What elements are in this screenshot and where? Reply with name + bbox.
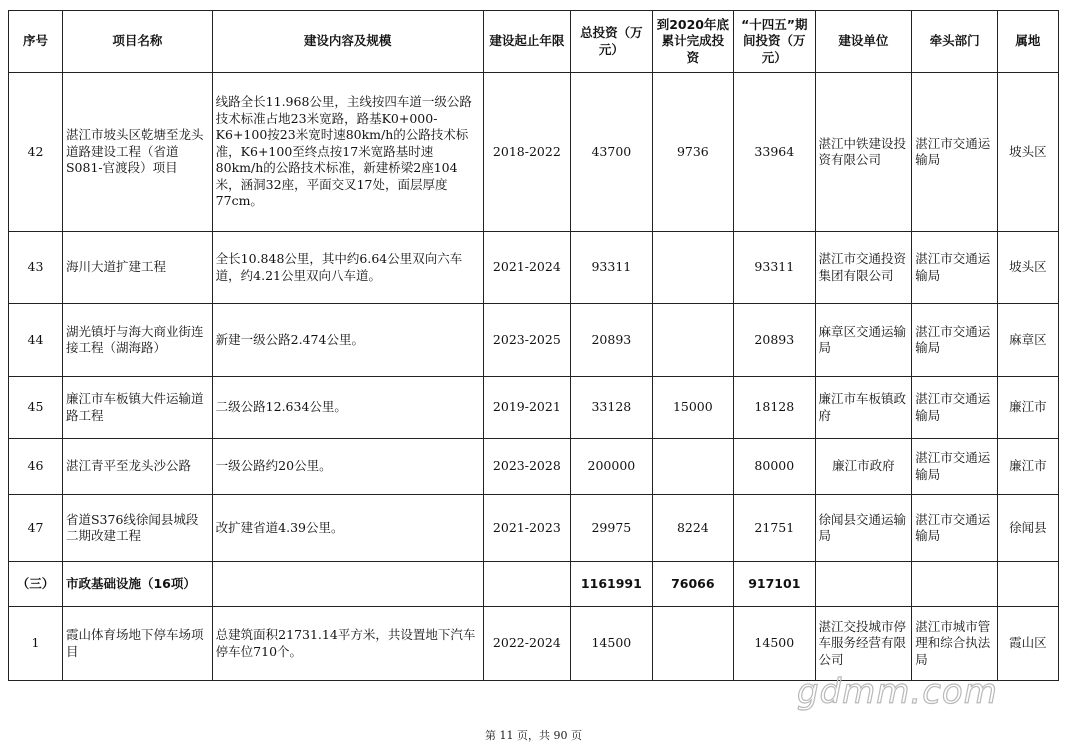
header-by2020: 到2020年底累计完成投资	[652, 11, 733, 73]
section-empty	[912, 562, 998, 607]
cell-period: 2019-2021	[483, 377, 571, 439]
cell-by2020: 8224	[652, 495, 733, 562]
cell-content: 总建筑面积21731.14平方米，共设置地下汽车停车位710个。	[212, 607, 483, 681]
cell-by2020: 9736	[652, 73, 733, 232]
cell-total: 20893	[571, 304, 652, 377]
cell-seq: 46	[9, 439, 63, 495]
cell-unit: 麻章区交通运输局	[815, 304, 912, 377]
table-row	[9, 495, 1059, 562]
cell-by2020	[652, 232, 733, 304]
cell-unit: 廉江市政府	[815, 439, 912, 495]
cell-unit: 湛江市交通投资集团有限公司	[815, 232, 912, 304]
cell-seq: 43	[9, 232, 63, 304]
table-row	[9, 439, 1059, 495]
section-total: 1161991	[571, 562, 652, 607]
cell-period: 2018-2022	[483, 73, 571, 232]
cell-dept: 湛江市交通运输局	[912, 304, 998, 377]
cell-total: 33128	[571, 377, 652, 439]
page-footer: 第 11 页，共 90 页	[485, 729, 582, 742]
cell-seq: 1	[9, 607, 63, 681]
cell-content: 一级公路约20公里。	[212, 439, 483, 495]
cell-name: 霞山体育场地下停车场项目	[62, 607, 212, 681]
cell-dept: 湛江市城市管理和综合执法局	[912, 607, 998, 681]
section-by2020: 76066	[652, 562, 733, 607]
cell-unit: 湛江交投城市停车服务经营有限公司	[815, 607, 912, 681]
cell-name: 海川大道扩建工程	[62, 232, 212, 304]
cell-name: 省道S376线徐闻县城段二期改建工程	[62, 495, 212, 562]
cell-name: 湖光镇圩与海大商业街连接工程（湖海路）	[62, 304, 212, 377]
table-row	[9, 232, 1059, 304]
cell-seq: 42	[9, 73, 63, 232]
cell-period: 2021-2023	[483, 495, 571, 562]
cell-unit: 徐闻县交通运输局	[815, 495, 912, 562]
cell-area: 徐闻县	[997, 495, 1058, 562]
cell-plan145: 93311	[734, 232, 815, 304]
cell-dept: 湛江市交通运输局	[912, 439, 998, 495]
cell-dept: 湛江市交通运输局	[912, 495, 998, 562]
cell-seq: 47	[9, 495, 63, 562]
cell-area: 麻章区	[997, 304, 1058, 377]
header-seq: 序号	[9, 11, 63, 73]
cell-content: 二级公路12.634公里。	[212, 377, 483, 439]
cell-total: 200000	[571, 439, 652, 495]
section-plan145: 917101	[734, 562, 815, 607]
section-empty	[212, 562, 483, 607]
cell-plan145: 80000	[734, 439, 815, 495]
header-period: 建设起止年限	[483, 11, 571, 73]
cell-plan145: 20893	[734, 304, 815, 377]
cell-dept: 湛江市交通运输局	[912, 73, 998, 232]
cell-total: 93311	[571, 232, 652, 304]
section-seq: （三）	[9, 562, 63, 607]
cell-area: 霞山区	[997, 607, 1058, 681]
cell-plan145: 21751	[734, 495, 815, 562]
cell-by2020	[652, 304, 733, 377]
cell-name: 廉江市车板镇大件运输道路工程	[62, 377, 212, 439]
table-row	[9, 304, 1059, 377]
table-row	[9, 607, 1059, 681]
cell-area: 廉江市	[997, 377, 1058, 439]
header-name: 项目名称	[62, 11, 212, 73]
cell-period: 2023-2025	[483, 304, 571, 377]
cell-by2020	[652, 439, 733, 495]
cell-seq: 45	[9, 377, 63, 439]
section-empty	[997, 562, 1058, 607]
cell-total: 29975	[571, 495, 652, 562]
cell-content: 新建一级公路2.474公里。	[212, 304, 483, 377]
section-row	[9, 562, 1059, 607]
cell-seq: 44	[9, 304, 63, 377]
section-empty	[815, 562, 912, 607]
cell-period: 2021-2024	[483, 232, 571, 304]
cell-by2020	[652, 607, 733, 681]
cell-by2020: 15000	[652, 377, 733, 439]
cell-content: 线路全长11.968公里，主线按四车道一级公路技术标准占地23米宽路，路基K0+000-K6+100按23米宽时速80km/h的公路技术标准，K6+100至终点按17米宽路基时速80km/h的公路技术标准，新建桥梁2座104米，涵洞32座，平面交叉17处，面层厚度77cm。	[212, 73, 483, 232]
header-row	[9, 11, 1059, 73]
cell-unit: 湛江中铁建设投资有限公司	[815, 73, 912, 232]
table-row	[9, 73, 1059, 232]
table-row	[9, 377, 1059, 439]
header-unit: 建设单位	[815, 11, 912, 73]
cell-plan145: 14500	[734, 607, 815, 681]
header-content: 建设内容及规模	[212, 11, 483, 73]
header-total: 总投资（万元）	[571, 11, 652, 73]
cell-dept: 湛江市交通运输局	[912, 377, 998, 439]
site-watermark: gdmm.com	[797, 672, 998, 712]
cell-name: 湛江青平至龙头沙公路	[62, 439, 212, 495]
cell-total: 43700	[571, 73, 652, 232]
section-title: 市政基础设施（16项）	[62, 562, 212, 607]
cell-dept: 湛江市交通运输局	[912, 232, 998, 304]
cell-area: 坡头区	[997, 73, 1058, 232]
cell-plan145: 33964	[734, 73, 815, 232]
cell-area: 坡头区	[997, 232, 1058, 304]
cell-period: 2022-2024	[483, 607, 571, 681]
header-dept: 牵头部门	[912, 11, 998, 73]
cell-content: 全长10.848公里，其中约6.64公里双向六车道，约4.21公里双向八车道。	[212, 232, 483, 304]
cell-area: 廉江市	[997, 439, 1058, 495]
cell-period: 2023-2028	[483, 439, 571, 495]
cell-unit: 廉江市车板镇政府	[815, 377, 912, 439]
project-table	[8, 10, 1059, 681]
cell-content: 改扩建省道4.39公里。	[212, 495, 483, 562]
section-empty	[483, 562, 571, 607]
header-area: 属地	[997, 11, 1058, 73]
header-plan145: “十四五”期间投资（万元）	[734, 11, 815, 73]
cell-name: 湛江市坡头区乾塘至龙头道路建设工程（省道S081-官渡段）项目	[62, 73, 212, 232]
cell-plan145: 18128	[734, 377, 815, 439]
cell-total: 14500	[571, 607, 652, 681]
